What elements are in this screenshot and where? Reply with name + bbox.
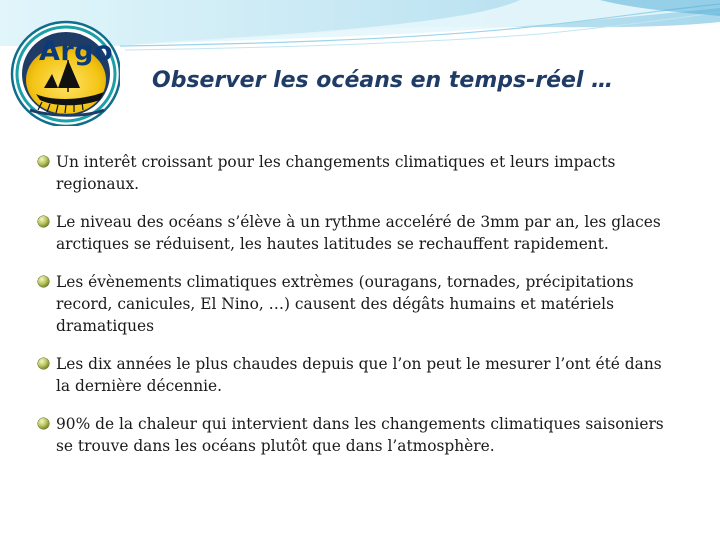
logo-text: Argo	[38, 36, 114, 67]
round-bullet-icon	[38, 216, 49, 227]
round-bullet-icon	[38, 358, 49, 369]
bullet-text: Un interêt croissant pour les changements climatiques et leurs impacts regionaux.	[56, 153, 616, 193]
bullet-text: Les évènements climatiques extrèmes (ouragans, tornades, précipitations record, canicules, El Nino, …) causent des dégâts humains et matériels dramatiques	[56, 273, 634, 335]
bullet-item-3	[38, 271, 678, 337]
argo-ship-logo-icon	[8, 14, 120, 126]
bullet-item-4	[38, 353, 678, 397]
bullet-text: 90% de la chaleur qui intervient dans les changements climatiques saisoniers se trouve dans les océans plutôt que dans l’atmosphère.	[56, 415, 664, 455]
round-bullet-icon	[38, 418, 49, 429]
slide-title: Observer les océans en temps-réel …	[152, 68, 614, 93]
bullet-item-2	[38, 211, 678, 255]
argo-logo	[8, 14, 120, 126]
round-bullet-icon	[38, 276, 49, 287]
bullet-text: Le niveau des océans s’élève à un rythme acceléré de 3mm par an, les glaces arctiques se réduisent, les hautes latitudes se rechauffent rapidement.	[56, 213, 661, 253]
bullet-item-1	[38, 151, 678, 195]
bullet-item-5	[38, 413, 678, 457]
bullet-list	[38, 151, 678, 473]
bullet-text: Les dix années le plus chaudes depuis que l’on peut le mesurer l’ont été dans la dernière décennie.	[56, 355, 662, 395]
round-bullet-icon	[38, 156, 49, 167]
